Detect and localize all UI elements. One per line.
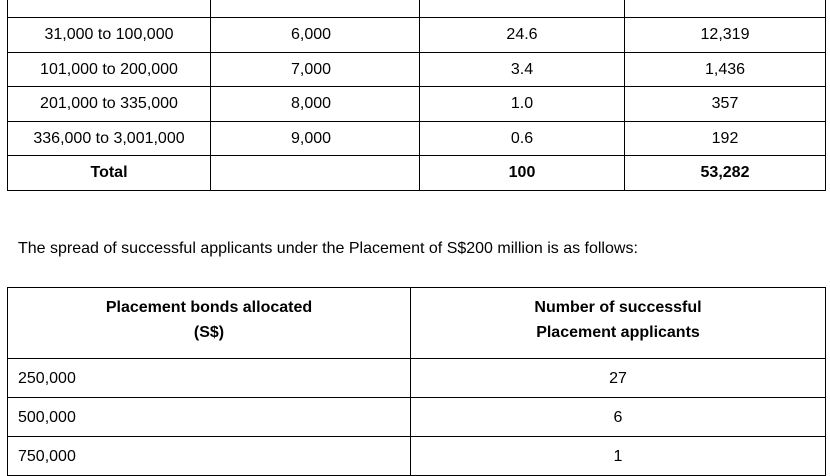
bonds-cell: 500,000 <box>8 398 411 437</box>
total-label: Total <box>8 156 211 191</box>
col2-cell <box>211 0 420 18</box>
bonds-cell: 250,000 <box>8 359 411 398</box>
range-cell: 336,000 to 3,001,000 <box>8 121 211 156</box>
percent-cell: 3.4 <box>420 52 625 87</box>
total-percent: 100 <box>420 156 625 191</box>
total-row <box>8 156 826 191</box>
range-cell: 31,000 to 100,000 <box>8 18 211 53</box>
percent-cell <box>420 0 625 18</box>
header-applicants-line2: Placement applicants <box>536 324 700 341</box>
table-row <box>8 437 826 476</box>
range-cell <box>8 0 211 18</box>
col2-cell: 9,000 <box>211 121 420 156</box>
applicants-cell: 27 <box>411 359 826 398</box>
applicants-cell: 6 <box>411 398 826 437</box>
table-row <box>8 359 826 398</box>
total-applicants: 53,282 <box>625 156 826 191</box>
range-cell: 101,000 to 200,000 <box>8 52 211 87</box>
header-bonds-allocated <box>8 288 411 359</box>
table-row <box>8 18 826 53</box>
table-row <box>8 87 826 122</box>
placement-spread-table <box>7 287 826 476</box>
total-col2 <box>211 156 420 191</box>
header-bonds-line2: (S$) <box>193 324 225 341</box>
header-successful-applicants <box>411 288 826 359</box>
applicants-cell: 357 <box>625 87 826 122</box>
percent-cell: 1.0 <box>420 87 625 122</box>
header-bonds-line1: Placement bonds allocated <box>105 299 313 316</box>
col2-cell: 7,000 <box>211 52 420 87</box>
applicants-cell: 192 <box>625 121 826 156</box>
applicants-cell: 1,436 <box>625 52 826 87</box>
table-row <box>8 52 826 87</box>
header-applicants-line1: Number of successful <box>534 299 702 316</box>
range-cell: 201,000 to 335,000 <box>8 87 211 122</box>
bonds-cell: 750,000 <box>8 437 411 476</box>
table-row <box>8 121 826 156</box>
col2-cell: 6,000 <box>211 18 420 53</box>
applicants-cell: 1 <box>411 437 826 476</box>
applicants-cell: 12,319 <box>625 18 826 53</box>
table-row <box>8 398 826 437</box>
percent-cell: 24.6 <box>420 18 625 53</box>
application-spread-table <box>7 0 826 191</box>
percent-cell: 0.6 <box>420 121 625 156</box>
col2-cell: 8,000 <box>211 87 420 122</box>
placement-intro-text: The spread of successful applicants under the Placement of S$200 million is as follows: <box>18 240 638 257</box>
applicants-cell <box>625 0 826 18</box>
table-row <box>8 0 826 18</box>
table-header-row <box>8 288 826 359</box>
